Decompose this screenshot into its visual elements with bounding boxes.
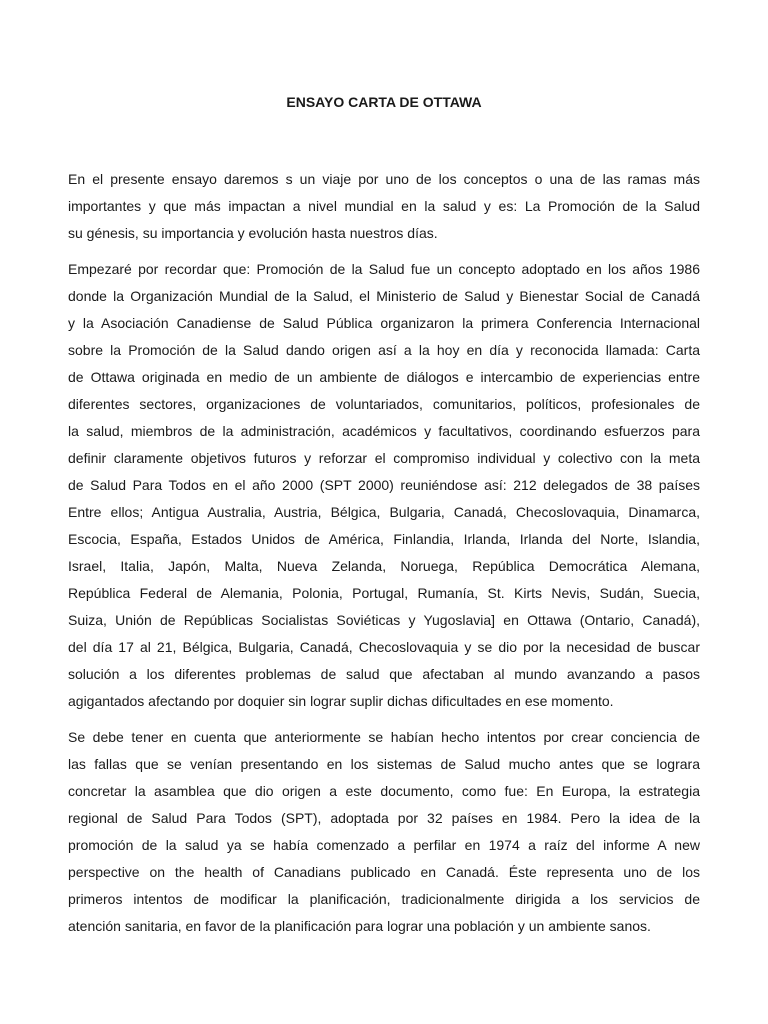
paragraph — [68, 256, 700, 715]
paragraph — [68, 166, 700, 247]
text-line: definir claramente objetivos futuros y reforzar el compromiso individual y colectivo con la meta — [68, 450, 700, 466]
text-line: promoción de la salud ya se había comenzado a perfilar en 1974 a raíz del informe A new — [68, 837, 700, 853]
document-body — [68, 166, 700, 949]
document-title: ENSAYO CARTA DE OTTAWA — [286, 94, 482, 110]
text-line: sobre la Promoción de la Salud dando origen así a la hoy en día y reconocida llamada: Carta — [68, 342, 700, 358]
text-line: su génesis, su importancia y evolución hasta nuestros días. — [68, 225, 438, 241]
text-line: de Salud Para Todos en el año 2000 (SPT 2000) reuniéndose así: 212 delegados de 38 países — [68, 477, 700, 493]
text-line: regional de Salud Para Todos (SPT), adoptada por 32 países en 1984. Pero la idea de la — [68, 810, 700, 826]
text-line: de Ottawa originada en medio de un ambiente de diálogos e intercambio de experiencias entre — [68, 369, 700, 385]
text-line: concretar la asamblea que dio origen a este documento, como fue: En Europa, la estrategia — [68, 783, 700, 799]
text-line: Se debe tener en cuenta que anteriormente se habían hecho intentos por crear conciencia de — [68, 729, 700, 745]
text-line: Escocia, España, Estados Unidos de América, Finlandia, Irlanda, Irlanda del Norte, Islandia, — [68, 531, 700, 547]
text-line: primeros intentos de modificar la planificación, tradicionalmente dirigida a los servicios de — [68, 891, 700, 907]
text-line: solución a los diferentes problemas de salud que afectaban al mundo avanzando a pasos — [68, 666, 700, 682]
text-line: Suiza, Unión de Repúblicas Socialistas Soviéticas y Yugoslavia] en Ottawa (Ontario, Canadá), — [68, 612, 700, 628]
text-line: del día 17 al 21, Bélgica, Bulgaria, Canadá, Checoslovaquia y se dio por la necesidad de buscar — [68, 639, 700, 655]
text-line: importantes y que más impactan a nivel mundial en la salud y es: La Promoción de la Salud — [68, 198, 700, 214]
text-line: Empezaré por recordar que: Promoción de la Salud fue un concepto adoptado en los años 1986 — [68, 261, 700, 277]
text-line: agigantados afectando por doquier sin lograr suplir dichas dificultades en ese momento. — [68, 693, 614, 709]
text-line: la salud, miembros de la administración, académicos y facultativos, coordinando esfuerzos para — [68, 423, 700, 439]
text-line: Entre ellos; Antigua Australia, Austria, Bélgica, Bulgaria, Canadá, Checoslovaquia, Dinamarca, — [68, 504, 700, 520]
text-line: República Federal de Alemania, Polonia, Portugal, Rumanía, St. Kirts Nevis, Sudán, Suecia, — [68, 585, 700, 601]
text-line: las fallas que se venían presentando en los sistemas de Salud mucho antes que se lograra — [68, 756, 700, 772]
text-line: diferentes sectores, organizaciones de voluntariados, comunitarios, políticos, profesionales de — [68, 396, 700, 412]
text-line: atención sanitaria, en favor de la planificación para lograr una población y un ambiente sanos. — [68, 918, 651, 934]
text-line: donde la Organización Mundial de la Salud, el Ministerio de Salud y Bienestar Social de Canadá — [68, 288, 700, 304]
text-line: perspective on the health of Canadians publicado en Canadá. Éste representa uno de los — [68, 864, 700, 880]
text-line: y la Asociación Canadiense de Salud Pública organizaron la primera Conferencia Internacional — [68, 315, 700, 331]
paragraph — [68, 724, 700, 940]
text-line: En el presente ensayo daremos s un viaje por uno de los conceptos o una de las ramas más — [68, 171, 700, 187]
text-line: Israel, Italia, Japón, Malta, Nueva Zelanda, Noruega, República Democrática Alemana, — [68, 558, 700, 574]
